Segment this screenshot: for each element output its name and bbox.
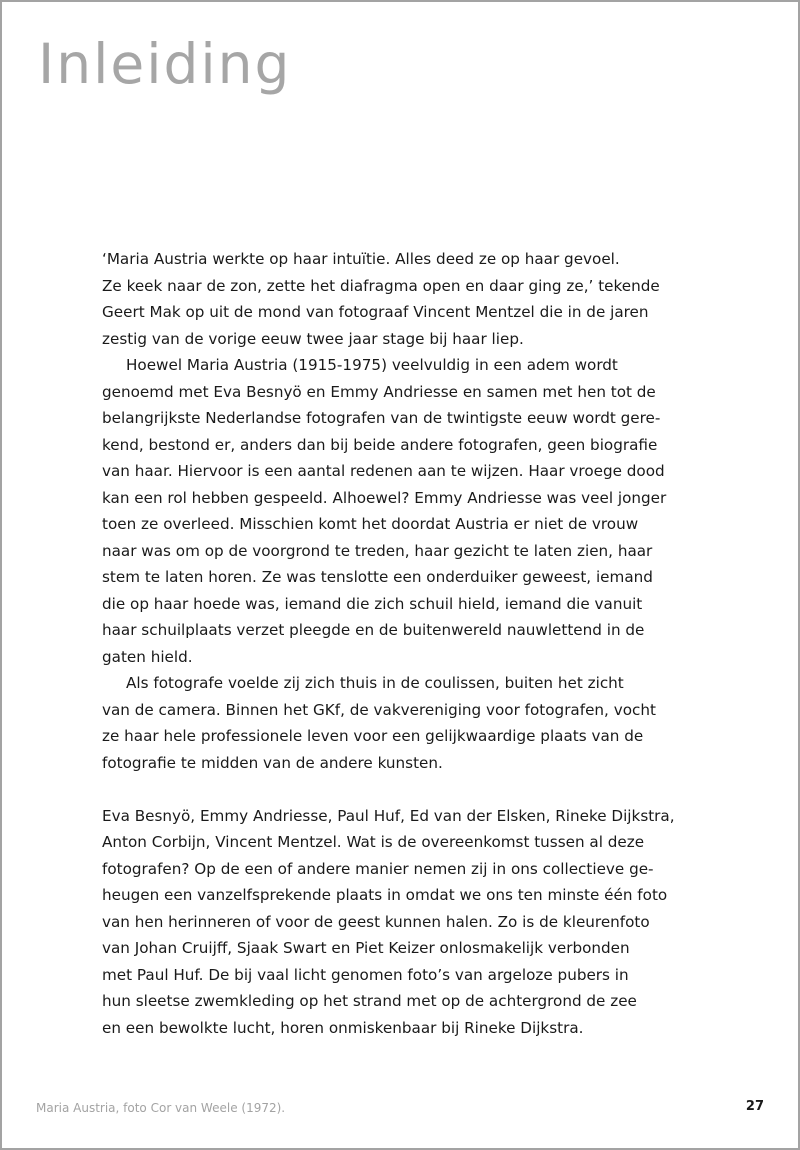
text-line: Geert Mak op uit de mond van fotograaf Vincent Mentzel die in de jaren (102, 303, 649, 321)
text-line: ze haar hele professionele leven voor een gelijkwaardige plaats van de (102, 727, 644, 745)
text-line: Hoewel Maria Austria (1915-1975) veelvuldig in een adem wordt (126, 356, 618, 374)
text-line: gaten hield. (102, 647, 193, 666)
text-line: en een bewolkte lucht, horen onmiskenbaar bij Rineke Dijkstra. (102, 1018, 584, 1037)
text-line: toen ze overleed. Misschien komt het doordat Austria er niet de vrouw (102, 515, 639, 533)
text-line: haar schuilplaats verzet pleegde en de buitenwereld nauwlettend in de (102, 621, 645, 639)
text-line: zestig van de vorige eeuw twee jaar stage bij haar liep. (102, 329, 524, 348)
text-line: Eva Besnyö, Emmy Andriesse, Paul Huf, Ed van der Elsken, Rineke Dijkstra, (102, 806, 675, 825)
text-line: genoemd met Eva Besnyö en Emmy Andriesse en samen met hen tot de (102, 382, 656, 401)
text-line: stem te laten horen. Ze was tenslotte een onderduiker geweest, iemand (102, 568, 653, 586)
paragraph (102, 352, 672, 670)
paragraph (102, 803, 675, 1042)
text-line: van de camera. Binnen het GKf, de vakvereniging voor fotografen, vocht (102, 700, 656, 719)
text-line: belangrijkste Nederlandse fotografen van de twintigste eeuw wordt gere- (102, 409, 661, 427)
paragraph (102, 246, 672, 352)
paragraph-gap (102, 776, 672, 803)
text-line: Als fotografe voelde zij zich thuis in de coulissen, buiten het zicht (126, 674, 624, 692)
body-text (102, 246, 675, 1041)
text-line: Ze keek naar de zon, zette het diafragma open en daar ging ze,’ tekende (102, 276, 660, 295)
text-line: van hen herinneren of voor de geest kunnen halen. Zo is de kleurenfoto (102, 912, 650, 931)
text-line: fotografen? Op de een of andere manier nemen zij in ons collectieve ge- (102, 859, 654, 878)
text-line: kend, bestond er, anders dan bij beide andere fotografen, geen biografie (102, 435, 658, 454)
text-line: naar was om op de voorgrond te treden, haar gezicht te laten zien, haar (102, 541, 653, 560)
photo-caption: Maria Austria, foto Cor van Weele (1972). (36, 1101, 286, 1115)
text-line: met Paul Huf. De bij vaal licht genomen foto’s van argeloze pubers in (102, 965, 629, 984)
paragraph (102, 670, 672, 776)
text-line: fotografie te midden van de andere kunsten. (102, 753, 443, 772)
text-line: kan een rol hebben gespeeld. Alhoewel? Emmy Andriesse was veel jonger (102, 488, 667, 507)
text-line: van haar. Hiervoor is een aantal redenen aan te wijzen. Haar vroege dood (102, 462, 665, 480)
text-line: Anton Corbijn, Vincent Mentzel. Wat is de overeenkomst tussen al deze (102, 833, 645, 851)
text-line: die op haar hoede was, iemand die zich schuil hield, iemand die vanuit (102, 594, 643, 613)
text-line: heugen een vanzelfsprekende plaats in omdat we ons ten minste één foto (102, 886, 668, 904)
text-line: ‘Maria Austria werkte op haar intuïtie. Alles deed ze op haar gevoel. (102, 250, 620, 268)
chapter-title: Inleiding (38, 32, 292, 96)
text-line: van Johan Cruijff, Sjaak Swart en Piet Keizer onlosmakelijk verbonden (102, 939, 630, 957)
page-number: 27 (745, 1099, 764, 1114)
text-line: hun sleetse zwemkleding op het strand met op de achtergrond de zee (102, 992, 637, 1010)
